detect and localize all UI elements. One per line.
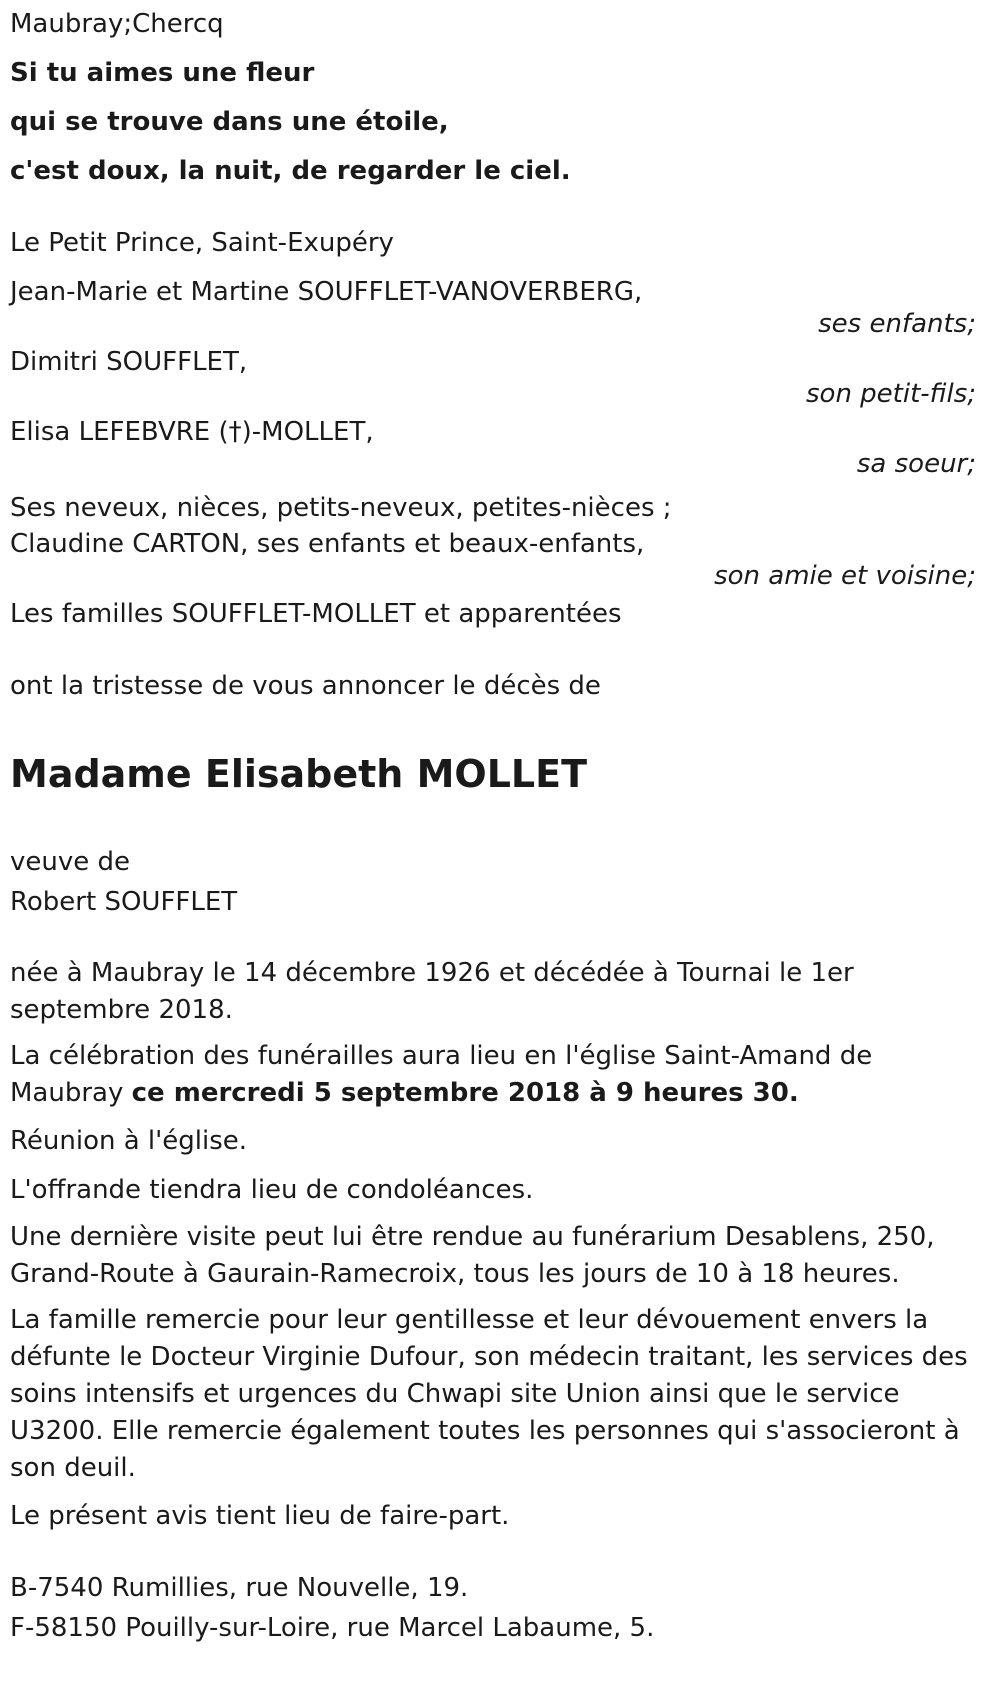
quote <box>10 53 990 263</box>
meeting: Réunion à l'église. <box>10 1126 248 1156</box>
birth-death: née à Maubray le 14 décembre 1926 et décédée à Tournai le 1er septembre 2018. <box>10 958 854 1025</box>
family-role: son amie et voisine; <box>714 561 976 591</box>
quote-source: Le Petit Prince, Saint-Exupéry <box>10 228 394 258</box>
quote-line: c'est doux, la nuit, de regarder le ciel. <box>10 156 571 186</box>
family-role: sa soeur; <box>856 449 976 479</box>
address: B-7540 Rumillies, rue Nouvelle, 19. <box>10 1573 469 1603</box>
family-name: Les familles SOUFFLET-MOLLET et apparentées <box>10 599 622 629</box>
quote-line: qui se trouve dans une étoile, <box>10 107 449 137</box>
family-role: ses enfants; <box>818 309 976 339</box>
widow-of-label: veuve de <box>10 847 131 877</box>
family-entry <box>10 594 990 634</box>
address: F-58150 Pouilly-sur-Loire, rue Marcel Labaume, 5. <box>10 1613 655 1643</box>
deceased-name: Madame Elisabeth MOLLET <box>10 752 588 796</box>
addresses <box>10 1568 990 1648</box>
notice: Le présent avis tient lieu de faire-part. <box>10 1501 510 1531</box>
family-entry <box>10 524 990 594</box>
widow-of-name: Robert SOUFFLET <box>10 887 238 917</box>
ceremony <box>10 1038 990 1112</box>
family-name: Dimitri SOUFFLET, <box>10 347 248 377</box>
family-name: Jean-Marie et Martine SOUFFLET-VANOVERBERG, <box>10 277 643 307</box>
family-entry <box>10 412 990 482</box>
thanks: La famille remercie pour leur gentillesse et leur dévouement envers la défunte le Docteur Virginie Dufour, son médecin traitant, les services des soins intensifs et urgences du Chwapi site Union ainsi que le service U3200. Elle remercie également toutes les personnes qui s'associeront à son deuil. <box>10 1305 968 1483</box>
family-name: Elisa LEFEBVRE (†)-MOLLET, <box>10 417 374 447</box>
ceremony-text: La célébration des funérailles aura lieu en l'église Saint-Amand de Maubray <box>10 1041 873 1108</box>
announcement: ont la tristesse de vous annoncer le décès de <box>10 671 601 701</box>
family-name: Ses neveux, nièces, petits-neveux, petites-nièces ; <box>10 493 672 523</box>
family-list <box>10 272 990 634</box>
family-entry <box>10 488 990 528</box>
widow-of <box>10 842 990 922</box>
family-entry <box>10 342 990 412</box>
quote-line: Si tu aimes une fleur <box>10 58 315 88</box>
visit: Une dernière visite peut lui être rendue au funérarium Desablens, 250, Grand-Route à Gaurain-Ramecroix, tous les jours de 10 à 18 heures. <box>10 1222 935 1289</box>
family-name: Claudine CARTON, ses enfants et beaux-enfants, <box>10 529 645 559</box>
ceremony-date: ce mercredi 5 septembre 2018 à 9 heures 30. <box>131 1078 799 1108</box>
family-role: son petit-fils; <box>805 379 976 409</box>
family-entry <box>10 272 990 342</box>
location: Maubray;Chercq <box>10 9 224 39</box>
offering: L'offrande tiendra lieu de condoléances. <box>10 1175 534 1205</box>
